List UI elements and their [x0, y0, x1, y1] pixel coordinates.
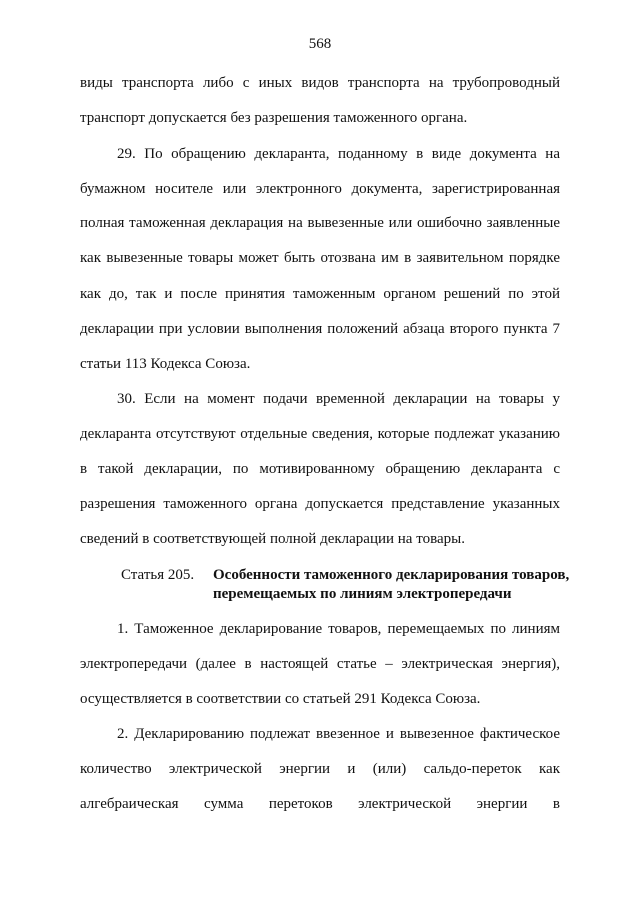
paragraph-30-line: разрешения таможенного органа допускается представление указанных	[80, 496, 560, 512]
article-title-line: Особенности таможенного декларирования товаров,	[213, 567, 570, 583]
item-1-line: электропередачи (далее в настоящей статье – электрическая энергия),	[80, 656, 560, 672]
paragraph-30-line: в такой декларации, по мотивированному обращению декларанта с	[80, 461, 560, 477]
paragraph-30-line: 30. Если на момент подачи временной декларации на товары у	[117, 391, 560, 407]
paragraph-29-line: как до, так и после принятия таможенным органом решений по этой	[80, 286, 560, 302]
paragraph-29-line: бумажном носителе или электронного документа, зарегистрированная	[80, 181, 560, 197]
paragraph-30-line: сведений в соответствующей полной декларации на товары.	[80, 531, 465, 547]
item-1-line: осуществляется в соответствии со статьей 291 Кодекса Союза.	[80, 691, 481, 707]
item-2-line: количество электрической энергии и (или) сальдо-переток как	[80, 761, 560, 777]
text-line: транспорт допускается без разрешения таможенного органа.	[80, 110, 468, 126]
item-1-line: 1. Таможенное декларирование товаров, перемещаемых по линиям	[117, 621, 560, 637]
paragraph-29-line: декларации при условии выполнения положений абзаца второго пункта 7	[80, 321, 560, 337]
page-number: 568	[308, 36, 332, 52]
article-label: Статья 205.	[121, 567, 195, 583]
text-line: виды транспорта либо с иных видов транспорта на трубопроводный	[80, 75, 560, 91]
item-2-line: 2. Декларированию подлежат ввезенное и вывезенное фактическое	[117, 726, 560, 742]
paragraph-29-line: 29. По обращению декларанта, поданному в виде документа на	[117, 146, 560, 162]
paragraph-29-line: статьи 113 Кодекса Союза.	[80, 356, 251, 372]
paragraph-29-line: полная таможенная декларация на вывезенные или ошибочно заявленные	[80, 215, 560, 231]
article-title-line: перемещаемых по линиям электропередачи	[213, 586, 512, 602]
paragraph-30-line: декларанта отсутствуют отдельные сведения, которые подлежат указанию	[80, 426, 560, 442]
item-2-line: алгебраическая сумма перетоков электрической энергии в	[80, 796, 560, 812]
paragraph-29-line: как вывезенные товары может быть отозвана им в заявительном порядке	[80, 250, 560, 266]
